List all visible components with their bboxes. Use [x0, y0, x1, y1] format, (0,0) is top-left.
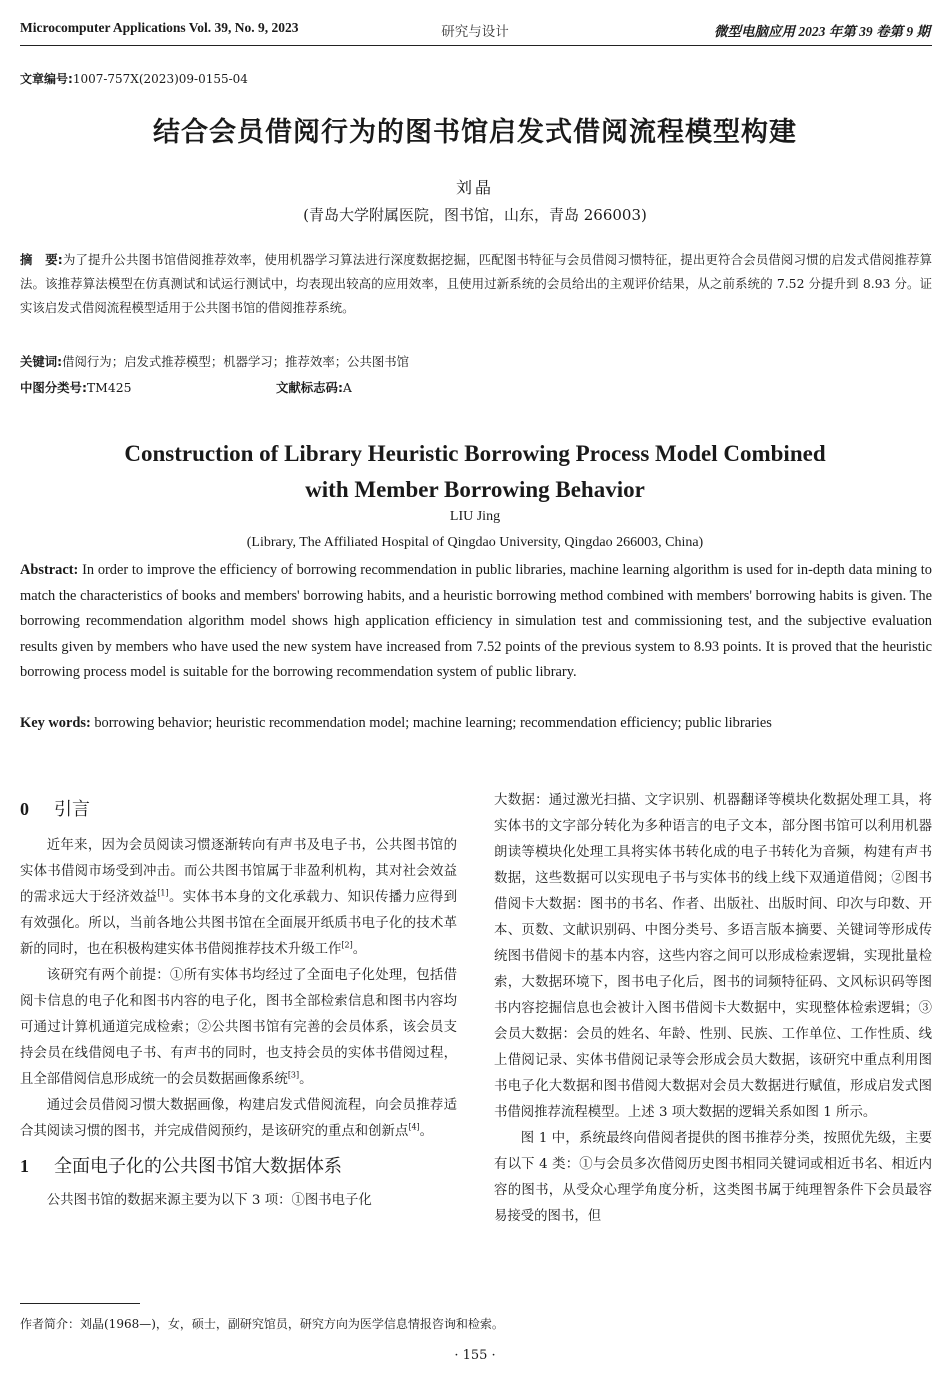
running-header-right: 微型电脑应用 2023 年第 39 卷第 9 期: [714, 24, 930, 39]
author-en: LIU Jing: [449, 509, 501, 524]
abstract-cn-text: 为了提升公共图书馆借阅推荐效率，使用机器学习算法进行深度数据挖掘，匹配图书特征与会员借阅习惯特征，提出更符合会员借阅习惯的启发式借阅推荐算法。该推荐算法模型在仿真测试和试运行测试中，均表现出较高的应用效率，且使用过新系统的会员给出的主观评价结果，从之前系统的 7.52 分提升到 8.93 分。证实该启发式借阅流程模型适用于公共图书馆的借阅推荐系统。: [20, 252, 932, 315]
body-right-column: [494, 788, 932, 1230]
abstract-cn: [20, 248, 932, 320]
section-1-paragraph-1: 公共图书馆的数据来源主要为以下 3 项：①图书电子化: [46, 1193, 372, 1208]
header-rule: [20, 45, 932, 46]
right-column-paragraph-2: 图 1 中，系统最终向借阅者提供的图书推荐分类，按照优先级，主要有以下 4 类：①与会员多次借阅历史图书相同关键词或相近书名、相近内容的图书，从受众心理学角度分析，这类图书属于纯理智条件下会员最容易接受的图书，但: [494, 1131, 932, 1224]
keywords-cn: 关键词:借阅行为；启发式推荐模型；机器学习；推荐效率；公共图书馆: [20, 354, 410, 369]
article-number: 文章编号:1007-757X(2023)09-0155-04: [20, 72, 248, 86]
section-0-paragraph-1: 近年来，因为会员阅读习惯逐渐转向有声书及电子书，公共图书馆的实体书借阅市场受到冲击。而公共图书馆属于非盈利机构，其对社会效益的需求远大于经济效益[1]。实体书本身的文化承载力、知识传播力应得到有效强化。所以，当前各地公共图书馆在全面展开纸质书电子化的技术革新的同时，也在积极构建实体书借阅推荐技术升级工作[2]。: [20, 838, 458, 957]
keywords-en: Key words: borrowing behavior; heuristic recommendation model; machine learning; recommendation efficiency; public libraries: [20, 715, 772, 731]
author-cn: 刘晶: [455, 178, 494, 197]
section-0-heading: 0 引言: [20, 799, 90, 820]
section-0-paragraph-2: 该研究有两个前提：①所有实体书均经过了全面电子化处理，包括借阅卡信息的电子化和图书内容的电子化，图书全部检索信息和图书内容均可通过计算机通道完成检索；②公共图书馆有完善的会员体系，该会员支持会员在线借阅电子书、有声书的同时，也支持会员的实体书借阅过程，且全部借阅信息形成统一的会员数据画像系统[3]。: [20, 968, 457, 1087]
abstract-cn-label: 摘 要:: [20, 252, 63, 267]
page-number: · 155 ·: [454, 1348, 496, 1363]
running-header-left: Microcomputer Applications Vol. 39, No. 9, 2023: [20, 20, 299, 35]
footnote-rule: [20, 1303, 140, 1304]
body-left-column: [20, 796, 457, 1214]
section-0-paragraph-3: 通过会员借阅习惯大数据画像，构建启发式借阅流程，向会员推荐适合其阅读习惯的图书，并完成借阅预约，是该研究的重点和创新点[4]。: [20, 1098, 457, 1139]
running-header-center: 研究与设计: [441, 24, 509, 40]
document-code: 文献标志码:A: [276, 380, 352, 395]
abstract-en: Abstract: In order to improve the efficiency of borrowing recommendation in public libraries, machine learning algorithm is used for in-depth data mining to match the characteristics of books and members' borrowing habits, and a heuristic borrowing method combined with members' borrowing habits is given. The borrowing recommendation algorithm model shows high application efficiency in simulation test and commissioning test, and the subjective evaluation results given by members who have used the new system have increased from 7.52 points of the previous system to 8.93 points. It is proved that the heuristic borrowing process model is suitable for the borrowing recommendation system of public library.: [20, 562, 932, 681]
right-column-paragraph-1: 大数据：通过激光扫描、文字识别、机器翻译等模块化数据处理工具，将实体书的文字部分转化为多种语言的电子文本，部分图书馆可以利用机器朗读等模块化处理工具将实体书转化成的电子书转化为音频，构建有声书数据，这些数据可以实现电子书与实体书的线上线下双通道借阅；②图书借阅卡大数据：图书的书名、作者、出版社、出版时间、印次与印数、开本、页数、文献识别码、中图分类号、多语言版本摘要、关键词等形成传统图书借阅卡的基本内容，这些内容之间可以形成检索逻辑，实现批量检索，大数据环境下，图书电子化后，图书的词频特征码、文风标识码等图书内容挖掘信息也会被计入图书借阅卡大数据中，实现整体检索逻辑；③会员大数据：会员的姓名、年龄、性别、民族、工作单位、工作性质、线上借阅记录、实体书借阅记录等会形成会员大数据，该研究中重点利用图书电子化大数据和图书借阅大数据对会员大数据进行赋值，形成启发式图书借阅推荐流程模型。上述 3 项大数据的逻辑关系如图 1 所示。: [494, 793, 932, 1120]
affiliation-en: (Library, The Affiliated Hospital of Qingdao University, Qingdao 266003, China): [246, 535, 704, 550]
title-cn: 结合会员借阅行为的图书馆启发式借阅流程模型构建: [153, 117, 797, 148]
clc-number: 中图分类号:TM425: [20, 380, 132, 395]
section-1-heading: 1 全面电子化的公共图书馆大数据体系: [20, 1156, 342, 1177]
title-en: Construction of Library Heuristic Borrowing Process Model Combined with Member Borrowing Behavior: [124, 441, 826, 502]
author-footnote: 作者简介：刘晶(1968—)，女，硕士，副研究馆员，研究方向为医学信息情报咨询和检索。: [20, 1317, 504, 1331]
affiliation-cn: (青岛大学附属医院，图书馆，山东，青岛 266003): [303, 206, 647, 224]
